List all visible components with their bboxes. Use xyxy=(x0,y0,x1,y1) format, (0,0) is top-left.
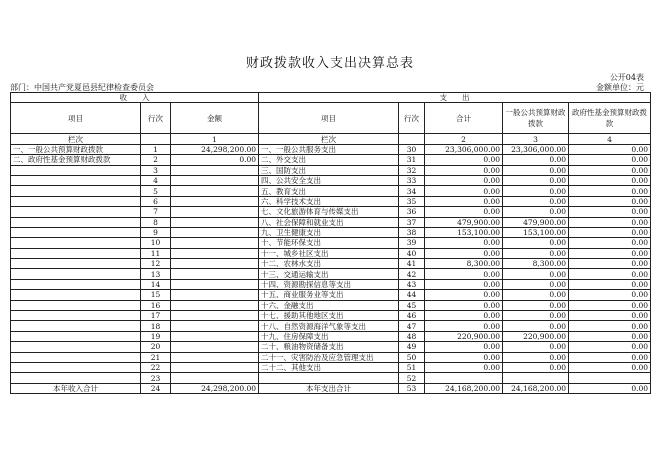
fund-budget-amount-cell: 0.00 xyxy=(569,207,651,217)
income-item-cell: 一、一般公共预算财政拨款 xyxy=(11,144,141,154)
expense-rowno-cell: 46 xyxy=(399,311,425,321)
expense-rowno-cell: 40 xyxy=(399,248,425,258)
income-item-cell xyxy=(11,207,141,217)
fund-col-number: 4 xyxy=(569,134,651,144)
expense-item-cell: 七、文化旅游体育与传媒支出 xyxy=(259,207,399,217)
expense-total-label: 本年支出合计 xyxy=(259,383,399,393)
expense-rowno-cell: 42 xyxy=(399,269,425,279)
income-amount-cell xyxy=(171,186,259,196)
fiscal-summary-table xyxy=(10,92,651,394)
header-row-columns xyxy=(11,103,651,134)
expense-item-header: 项目 xyxy=(259,103,399,134)
income-item-cell xyxy=(11,175,141,185)
general-budget-amount-cell: 23,306,000.00 xyxy=(503,144,569,154)
income-rowno-cell: 20 xyxy=(141,342,171,352)
form-code: 公开04表 xyxy=(609,73,644,82)
fund-budget-amount-cell: 0.00 xyxy=(569,269,651,279)
expense-total-cell: 479,900.00 xyxy=(425,217,503,227)
income-amount-cell xyxy=(171,362,259,372)
expense-item-cell: 十四、资源勘探信息等支出 xyxy=(259,279,399,289)
income-total-label: 本年收入合计 xyxy=(11,383,141,393)
expense-item-cell: 二十二、其他支出 xyxy=(259,362,399,372)
general-budget-amount-cell xyxy=(503,373,569,383)
income-item-cell xyxy=(11,331,141,341)
income-rowno-cell: 16 xyxy=(141,300,171,310)
general-budget-amount-cell: 0.00 xyxy=(503,155,569,165)
fund-budget-amount-cell: 0.00 xyxy=(569,186,651,196)
expense-total-rowno: 53 xyxy=(399,383,425,393)
expense-total-cell: 0.00 xyxy=(425,300,503,310)
expense-rowno-cell: 39 xyxy=(399,238,425,248)
expense-item-cell: 五、教育支出 xyxy=(259,186,399,196)
income-rowno-header: 行次 xyxy=(141,103,171,134)
expense-item-cell: 十三、交通运输支出 xyxy=(259,269,399,279)
expense-item-cell: 二十一、灾害防治及应急管理支出 xyxy=(259,352,399,362)
general-budget-amount-cell: 0.00 xyxy=(503,248,569,258)
income-amount-cell: 0.00 xyxy=(171,155,259,165)
expense-rowno-cell: 36 xyxy=(399,207,425,217)
table-row xyxy=(11,155,651,165)
general-budget-amount-cell: 0.00 xyxy=(503,269,569,279)
income-amount-cell xyxy=(171,238,259,248)
income-amount-cell xyxy=(171,207,259,217)
expense-rowno-cell: 41 xyxy=(399,259,425,269)
fund-budget-amount-cell: 0.00 xyxy=(569,217,651,227)
general-budget-amount-cell: 0.00 xyxy=(503,207,569,217)
income-item-cell xyxy=(11,362,141,372)
expense-total-cell: 0.00 xyxy=(425,196,503,206)
fund-budget-amount-cell: 0.00 xyxy=(569,331,651,341)
income-item-cell xyxy=(11,269,141,279)
fund-budget-amount-cell: 0.00 xyxy=(569,196,651,206)
expense-total-cell: 153,100.00 xyxy=(425,227,503,237)
income-item-cell xyxy=(11,342,141,352)
fund-budget-amount-cell: 0.00 xyxy=(569,352,651,362)
income-item-cell xyxy=(11,238,141,248)
expense-rowno-cell: 50 xyxy=(399,352,425,362)
income-rowno-cell: 13 xyxy=(141,269,171,279)
expense-total-cell xyxy=(425,373,503,383)
fund-budget-amount-cell: 0.00 xyxy=(569,155,651,165)
fund-budget-amount-cell: 0.00 xyxy=(569,165,651,175)
expense-total-cell: 0.00 xyxy=(425,155,503,165)
income-item-header: 项目 xyxy=(11,103,141,134)
income-amount-header: 金额 xyxy=(171,103,259,134)
expense-total-cell: 0.00 xyxy=(425,269,503,279)
income-rowno-cell: 12 xyxy=(141,259,171,269)
table-row xyxy=(11,362,651,372)
general-budget-amount-cell: 8,300.00 xyxy=(503,259,569,269)
general-budget-amount-cell: 479,900.00 xyxy=(503,217,569,227)
income-item-cell xyxy=(11,165,141,175)
expense-item-cell: 九、卫生健康支出 xyxy=(259,227,399,237)
total-header: 合计 xyxy=(425,103,503,134)
header-row-groups xyxy=(11,93,651,103)
income-rowno-cell: 5 xyxy=(141,186,171,196)
expense-total-cell: 220,900.00 xyxy=(425,331,503,341)
expense-rowno-cell: 31 xyxy=(399,155,425,165)
general-budget-amount-cell: 0.00 xyxy=(503,196,569,206)
expense-rowno-cell: 35 xyxy=(399,196,425,206)
income-total-rowno: 24 xyxy=(141,383,171,393)
table-row xyxy=(11,259,651,269)
expense-item-cell: 一、一般公共服务支出 xyxy=(259,144,399,154)
expense-rowno-cell: 48 xyxy=(399,331,425,341)
department-label: 部门：中国共产党夏邑县纪律检查委员会 xyxy=(10,83,154,92)
expense-total-cell: 0.00 xyxy=(425,342,503,352)
income-rowno-cell: 21 xyxy=(141,352,171,362)
general-budget-amount-cell: 0.00 xyxy=(503,362,569,372)
expense-item-cell: 十、节能环保支出 xyxy=(259,238,399,248)
fund-budget-amount-cell: 0.00 xyxy=(569,300,651,310)
income-item-cell xyxy=(11,259,141,269)
income-amount-cell: 24,298,200.00 xyxy=(171,144,259,154)
expense-rowno-cell: 44 xyxy=(399,290,425,300)
income-amount-cell xyxy=(171,196,259,206)
income-amount-cell xyxy=(171,321,259,331)
income-item-cell: 二、政府性基金预算财政拨款 xyxy=(11,155,141,165)
income-amount-cell xyxy=(171,311,259,321)
expense-total-cell: 0.00 xyxy=(425,311,503,321)
general-budget-amount-cell: 0.00 xyxy=(503,165,569,175)
income-item-cell xyxy=(11,352,141,362)
income-rowno-cell: 1 xyxy=(141,144,171,154)
expense-rowno-cell: 37 xyxy=(399,217,425,227)
expense-item-cell: 六、科学技术支出 xyxy=(259,196,399,206)
expense-col-label: 栏次 xyxy=(259,134,399,144)
expense-item-cell: 十二、农林水支出 xyxy=(259,259,399,269)
income-item-cell xyxy=(11,186,141,196)
income-amount-cell xyxy=(171,217,259,227)
table-row xyxy=(11,248,651,258)
table-row xyxy=(11,352,651,362)
fund-budget-amount-cell: 0.00 xyxy=(569,290,651,300)
expense-rowno-cell: 43 xyxy=(399,279,425,289)
income-rowno-cell: 7 xyxy=(141,207,171,217)
expense-item-cell: 十一、城乡社区支出 xyxy=(259,248,399,258)
fund-budget-amount-cell: 0.00 xyxy=(569,362,651,372)
general-budget-header: 一般公共预算财政拨款 xyxy=(503,103,569,134)
table-row xyxy=(11,373,651,383)
general-budget-amount-cell: 0.00 xyxy=(503,290,569,300)
income-amount-cell xyxy=(171,290,259,300)
expense-total-cell: 0.00 xyxy=(425,175,503,185)
fund-total-amount: 0.00 xyxy=(569,383,651,393)
income-amount-cell xyxy=(171,352,259,362)
income-rowno-cell: 15 xyxy=(141,290,171,300)
fund-budget-amount-cell: 0.00 xyxy=(569,175,651,185)
income-rowno-cell: 17 xyxy=(141,311,171,321)
table-row xyxy=(11,175,651,185)
table-row xyxy=(11,227,651,237)
table-row xyxy=(11,279,651,289)
general-budget-amount-cell: 0.00 xyxy=(503,238,569,248)
table-row xyxy=(11,290,651,300)
fund-budget-amount-cell xyxy=(569,373,651,383)
fund-budget-amount-cell: 0.00 xyxy=(569,279,651,289)
table-row xyxy=(11,165,651,175)
income-rowno-cell: 19 xyxy=(141,331,171,341)
total-col-number: 2 xyxy=(425,134,503,144)
income-rowno-cell: 23 xyxy=(141,373,171,383)
expense-rowno-blank xyxy=(399,134,425,144)
general-budget-amount-cell: 0.00 xyxy=(503,311,569,321)
table-row xyxy=(11,186,651,196)
income-amount-cell xyxy=(171,175,259,185)
expense-rowno-cell: 32 xyxy=(399,165,425,175)
table-row xyxy=(11,196,651,206)
expense-total-cell: 0.00 xyxy=(425,352,503,362)
expense-total-cell: 0.00 xyxy=(425,238,503,248)
income-group-header: 收 入 xyxy=(11,93,259,103)
income-rowno-cell: 18 xyxy=(141,321,171,331)
income-item-cell xyxy=(11,279,141,289)
income-item-cell xyxy=(11,217,141,227)
expense-item-cell: 十六、金融支出 xyxy=(259,300,399,310)
income-rowno-cell: 11 xyxy=(141,248,171,258)
general-budget-amount-cell: 0.00 xyxy=(503,300,569,310)
income-amount-cell xyxy=(171,165,259,175)
expense-rowno-cell: 45 xyxy=(399,300,425,310)
income-item-cell xyxy=(11,311,141,321)
fund-budget-amount-cell: 0.00 xyxy=(569,144,651,154)
income-amount-cell xyxy=(171,248,259,258)
fund-budget-amount-cell: 0.00 xyxy=(569,259,651,269)
fund-budget-amount-cell: 0.00 xyxy=(569,248,651,258)
general-budget-amount-cell: 0.00 xyxy=(503,342,569,352)
expense-rowno-cell: 52 xyxy=(399,373,425,383)
general-budget-amount-cell: 0.00 xyxy=(503,352,569,362)
table-row xyxy=(11,331,651,341)
table-row xyxy=(11,321,651,331)
table-row xyxy=(11,311,651,321)
income-amount-cell xyxy=(171,259,259,269)
expense-group-header: 支 出 xyxy=(259,93,651,103)
income-amount-cell xyxy=(171,373,259,383)
expense-total-cell: 0.00 xyxy=(425,290,503,300)
expense-item-cell: 十九、住房保障支出 xyxy=(259,331,399,341)
income-col-label: 栏次 xyxy=(11,134,141,144)
expense-total-cell: 0.00 xyxy=(425,248,503,258)
general-budget-amount-cell: 0.00 xyxy=(503,279,569,289)
expense-item-cell: 十八、自然资源海洋气象等支出 xyxy=(259,321,399,331)
income-item-cell xyxy=(11,321,141,331)
income-item-cell xyxy=(11,290,141,300)
income-item-cell xyxy=(11,373,141,383)
income-rowno-cell: 9 xyxy=(141,227,171,237)
income-item-cell xyxy=(11,196,141,206)
income-rowno-cell: 10 xyxy=(141,238,171,248)
expense-rowno-cell: 47 xyxy=(399,321,425,331)
expense-rowno-cell: 38 xyxy=(399,227,425,237)
income-rowno-cell: 22 xyxy=(141,362,171,372)
general-budget-amount-cell: 0.00 xyxy=(503,186,569,196)
expense-total-cell: 0.00 xyxy=(425,165,503,175)
fund-budget-amount-cell: 0.00 xyxy=(569,227,651,237)
expense-total-amount: 24,168,200.00 xyxy=(425,383,503,393)
income-amount-cell xyxy=(171,300,259,310)
expense-rowno-cell: 49 xyxy=(399,342,425,352)
income-rowno-cell: 6 xyxy=(141,196,171,206)
income-rowno-blank xyxy=(141,134,171,144)
totals-row xyxy=(11,383,651,393)
table-row xyxy=(11,269,651,279)
table-row xyxy=(11,238,651,248)
income-amount-cell xyxy=(171,331,259,341)
expense-rowno-cell: 34 xyxy=(399,186,425,196)
expense-item-cell: 四、公共安全支出 xyxy=(259,175,399,185)
income-col-number: 1 xyxy=(171,134,259,144)
income-amount-cell xyxy=(171,269,259,279)
fund-budget-amount-cell: 0.00 xyxy=(569,321,651,331)
expense-item-cell: 十七、援助其他地区支出 xyxy=(259,311,399,321)
expense-rowno-cell: 51 xyxy=(399,362,425,372)
expense-item-cell: 十五、商业服务业等支出 xyxy=(259,290,399,300)
table-row xyxy=(11,207,651,217)
income-rowno-cell: 3 xyxy=(141,165,171,175)
expense-total-cell: 0.00 xyxy=(425,279,503,289)
table-row xyxy=(11,342,651,352)
expense-item-cell: 三、国防支出 xyxy=(259,165,399,175)
expense-total-cell: 8,300.00 xyxy=(425,259,503,269)
general-budget-amount-cell: 153,100.00 xyxy=(503,227,569,237)
fund-budget-amount-cell: 0.00 xyxy=(569,342,651,352)
table-row xyxy=(11,144,651,154)
income-amount-cell xyxy=(171,227,259,237)
report-title: 财政拨款收入支出决算总表 xyxy=(245,56,414,71)
header-row-colnumbers xyxy=(11,134,651,144)
income-rowno-cell: 8 xyxy=(141,217,171,227)
fund-budget-header: 政府性基金预算财政拨款 xyxy=(569,103,651,134)
income-item-cell xyxy=(11,227,141,237)
income-rowno-cell: 14 xyxy=(141,279,171,289)
expense-item-cell: 二十、粮油物资储备支出 xyxy=(259,342,399,352)
income-total-amount: 24,298,200.00 xyxy=(171,383,259,393)
general-budget-amount-cell: 220,900.00 xyxy=(503,331,569,341)
expense-rowno-cell: 33 xyxy=(399,175,425,185)
expense-item-cell: 二、外交支出 xyxy=(259,155,399,165)
table-row xyxy=(11,300,651,310)
general-col-number: 3 xyxy=(503,134,569,144)
expense-item-cell xyxy=(259,373,399,383)
table-row xyxy=(11,217,651,227)
expense-total-cell: 23,306,000.00 xyxy=(425,144,503,154)
fund-budget-amount-cell: 0.00 xyxy=(569,311,651,321)
expense-total-cell: 0.00 xyxy=(425,321,503,331)
fund-budget-amount-cell: 0.00 xyxy=(569,238,651,248)
income-rowno-cell: 4 xyxy=(141,175,171,185)
general-budget-amount-cell: 0.00 xyxy=(503,321,569,331)
income-item-cell xyxy=(11,248,141,258)
general-budget-amount-cell: 0.00 xyxy=(503,175,569,185)
income-rowno-cell: 2 xyxy=(141,155,171,165)
expense-total-cell: 0.00 xyxy=(425,186,503,196)
general-total-amount: 24,168,200.00 xyxy=(503,383,569,393)
amount-unit: 金额单位：元 xyxy=(596,83,644,92)
income-amount-cell xyxy=(171,279,259,289)
expense-total-cell: 0.00 xyxy=(425,362,503,372)
expense-rowno-header: 行次 xyxy=(399,103,425,134)
expense-total-cell: 0.00 xyxy=(425,207,503,217)
income-item-cell xyxy=(11,300,141,310)
expense-rowno-cell: 30 xyxy=(399,144,425,154)
expense-item-cell: 八、社会保障和就业支出 xyxy=(259,217,399,227)
income-amount-cell xyxy=(171,342,259,352)
